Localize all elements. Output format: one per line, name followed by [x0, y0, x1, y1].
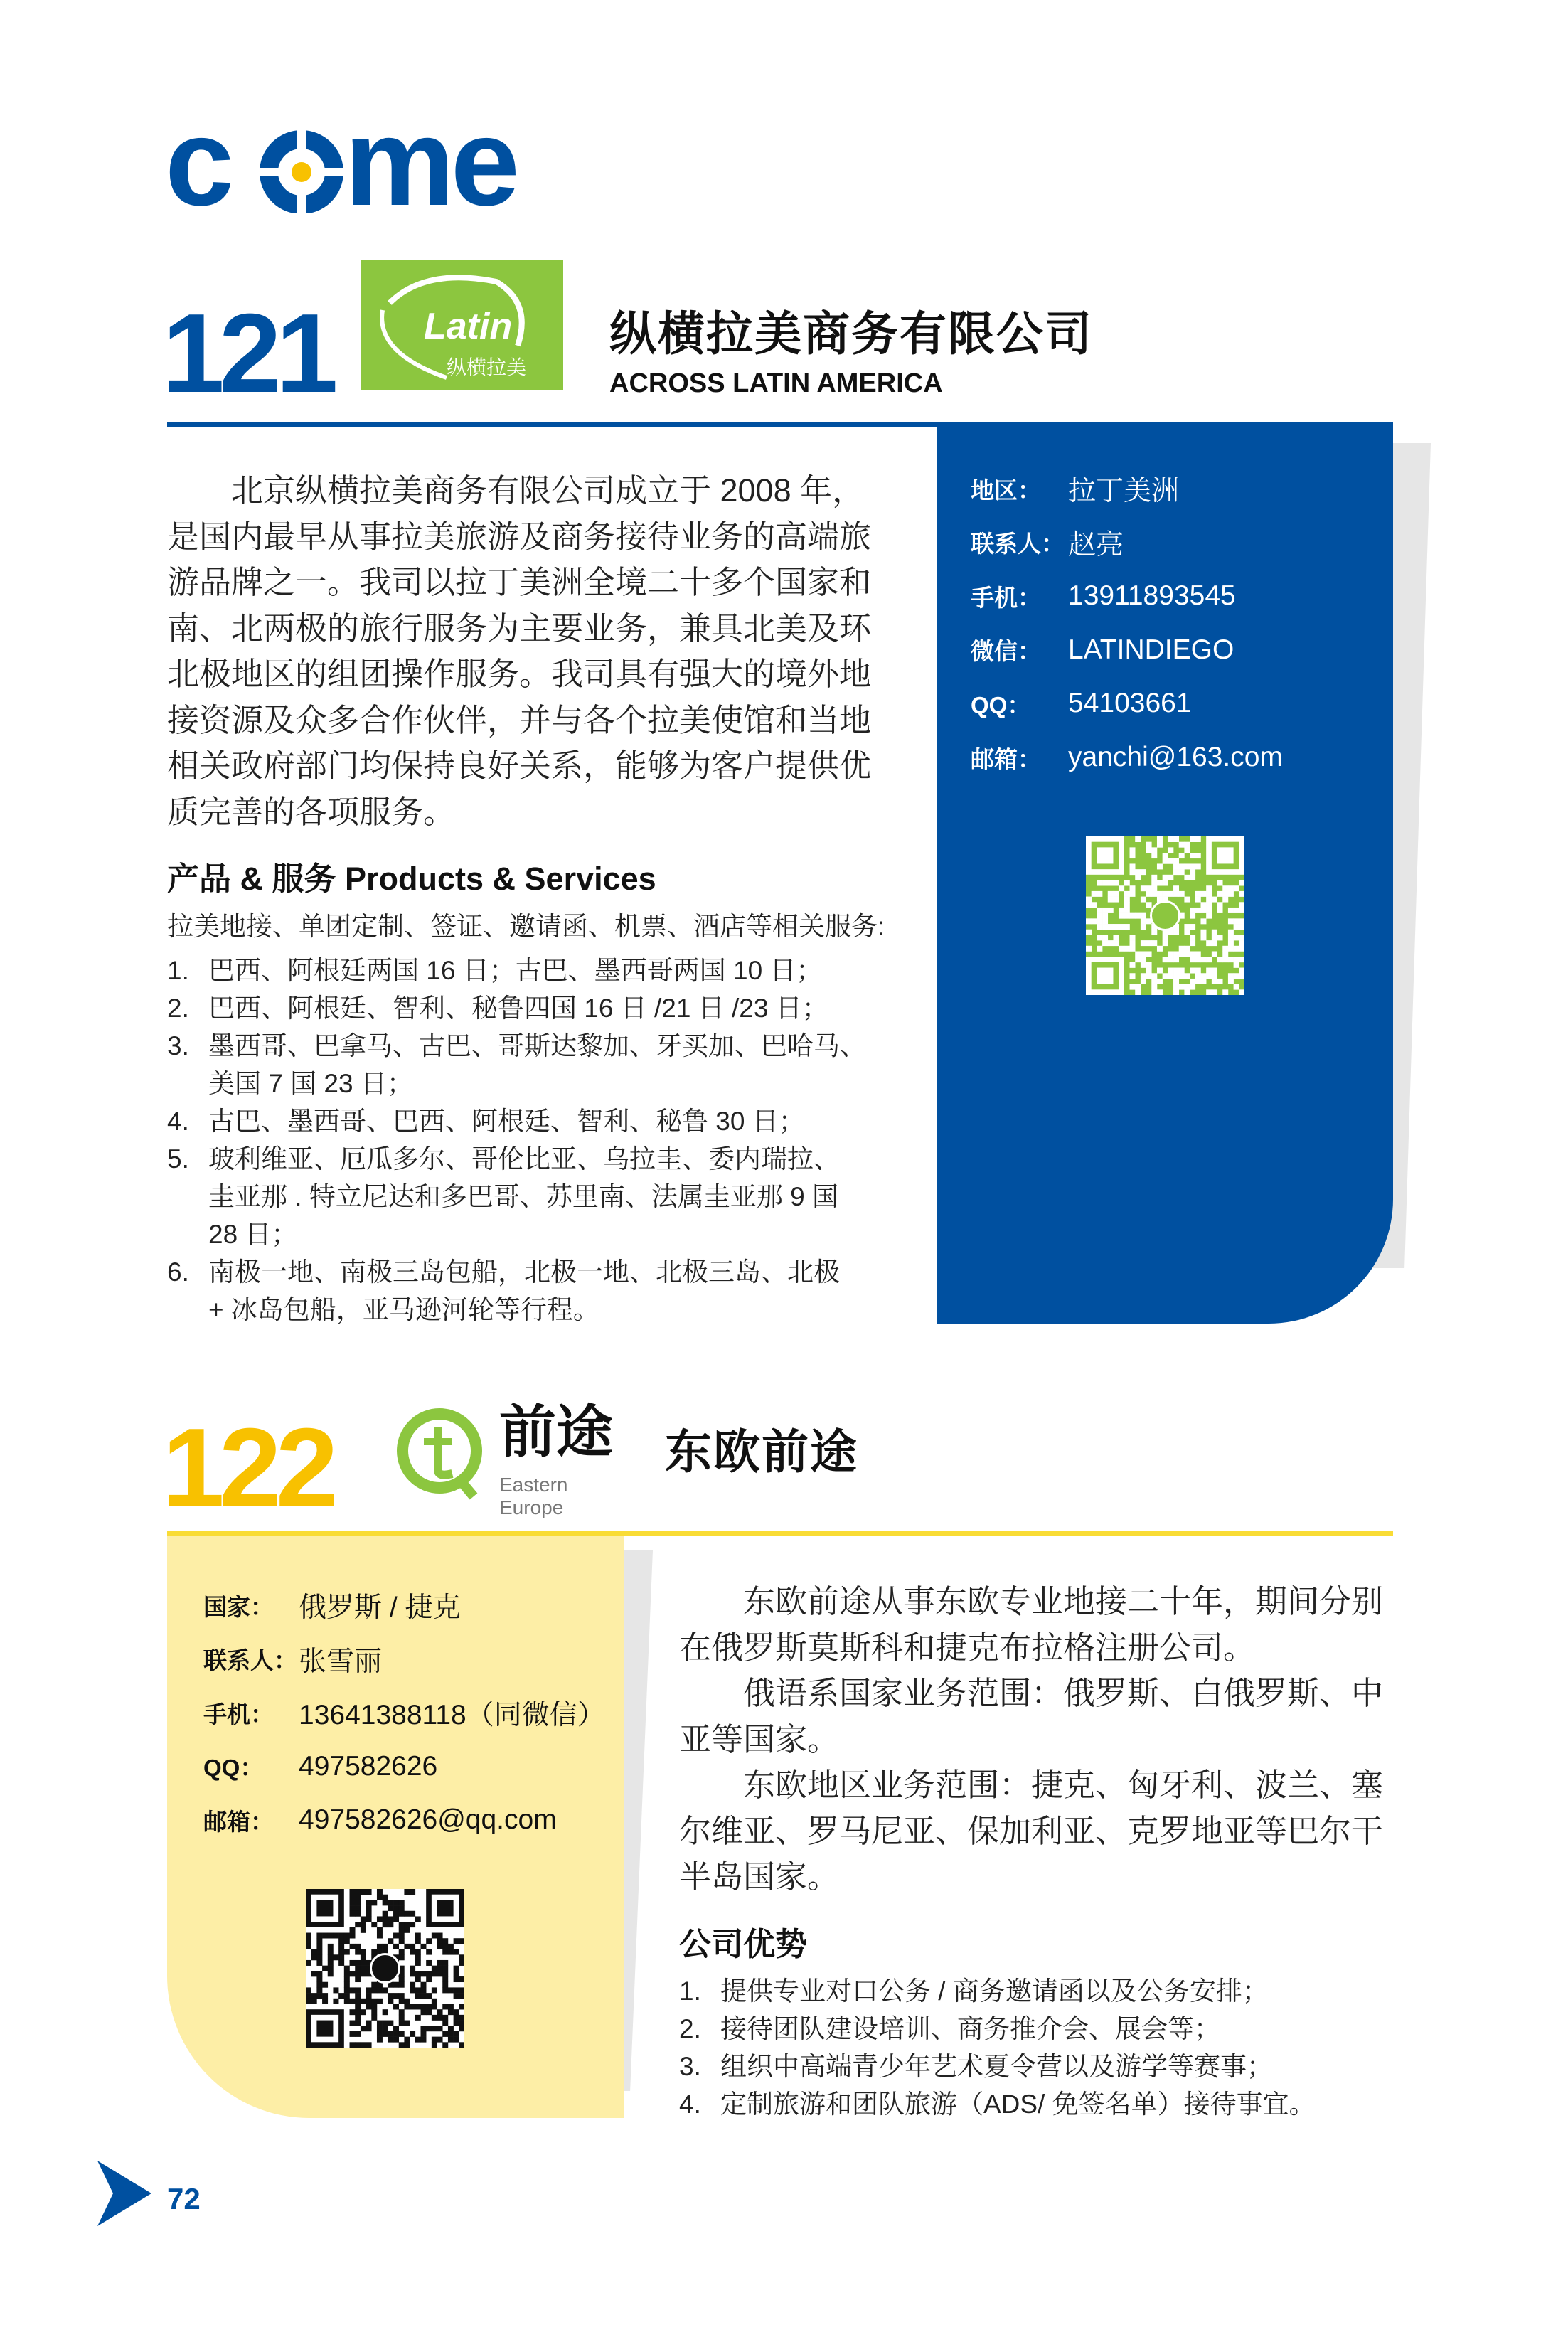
item-number: 1. — [167, 956, 189, 985]
come-logo — [165, 114, 563, 213]
item-number: 1. — [679, 1976, 701, 2006]
contact-label: 地区： — [971, 477, 1041, 504]
contact-label: 联系人： — [971, 531, 1065, 558]
product-item — [167, 1102, 866, 1140]
wechat-qr-code — [306, 1889, 464, 2048]
contact-label: QQ： — [971, 691, 1031, 718]
contact-value: 张雪丽 — [299, 1646, 383, 1677]
svg-text:纵横拉美: 纵横拉美 — [447, 356, 527, 379]
item-text: 定制旅游和团队旅游（ADS/ 免签名单）接待事宜。 — [720, 2090, 1316, 2119]
contact-row — [203, 1584, 630, 1627]
contact-label: 手机： — [971, 584, 1041, 611]
advantage-item — [679, 1972, 1316, 2010]
contact-row — [971, 736, 1397, 779]
contact-row — [971, 521, 1397, 564]
contact-row — [971, 629, 1397, 671]
contact-label: 邮箱： — [971, 745, 1041, 772]
entry-number-121: 121 — [162, 291, 333, 416]
logo-en: Eastern Europe — [499, 1474, 568, 1518]
description-line: 南、北两极的旅行服务为主要业务，兼具北美及环 — [167, 610, 872, 646]
company-description-121 — [167, 468, 871, 835]
item-line: 巴西、阿根廷两国 16 日；古巴、墨西哥两国 10 日； — [208, 956, 823, 985]
latin-logo — [361, 260, 563, 390]
item-number: 3. — [679, 2052, 701, 2081]
eastern-europe-logo — [395, 1400, 630, 1518]
product-item — [167, 1027, 866, 1102]
svg-text:c: c — [165, 114, 230, 213]
entry-number-122: 122 — [162, 1405, 333, 1531]
item-line: 古巴、墨西哥、巴西、阿根廷、智利、秘鲁 30 日； — [208, 1107, 805, 1136]
description-line: 游品牌之一。我司以拉丁美洲全境二十多个国家和 — [167, 564, 872, 600]
contact-row — [203, 1691, 630, 1734]
contact-value: 俄罗斯 / 捷克 — [299, 1592, 461, 1623]
advantages-heading: 公司优势 — [679, 1926, 808, 1962]
item-line: 巴西、阿根廷、智利、秘鲁四国 16 日 /21 日 /23 日； — [208, 994, 828, 1023]
description-line: 是国内最早从事拉美旅游及商务接待业务的高端旅 — [167, 518, 872, 555]
description-line: 尔维亚、罗马尼亚、保加利亚、克罗地亚等巴尔干 — [679, 1812, 1384, 1849]
item-line: 南极一地、南极三岛包船，北极一地、北极三岛、北极 — [208, 1257, 840, 1287]
page-arrow-icon — [97, 2161, 151, 2226]
description-line: 质完善的各项服务。 — [167, 793, 456, 830]
advantage-item — [679, 2085, 1316, 2123]
page-number: 72 — [167, 2182, 201, 2215]
description-line: 在俄罗斯莫斯科和捷克布拉格注册公司。 — [679, 1629, 1256, 1666]
advantages-list — [679, 1972, 1316, 2123]
company-description-122 — [679, 1579, 1383, 1900]
products-heading: 产品 & 服务 Products & Services — [167, 861, 656, 897]
contact-value: 拉丁美洲 — [1068, 476, 1180, 506]
item-text: 组织中高端青少年艺术夏令营以及游学等赛事； — [720, 2052, 1273, 2081]
item-number: 4. — [679, 2090, 701, 2119]
item-number: 5. — [167, 1144, 189, 1174]
item-text: 提供专业对口公务 / 商务邀请函以及公务安排； — [720, 1976, 1269, 2006]
description-line: 北极地区的组团操作服务。我司具有强大的境外地 — [167, 656, 872, 692]
item-line: 玻利维亚、厄瓜多尔、哥伦比亚、乌拉圭、委内瑞拉、 — [208, 1144, 840, 1174]
company-title-122: 东欧前途 — [665, 1425, 858, 1478]
contact-row — [971, 682, 1397, 725]
contact-label: 邮箱： — [203, 1808, 274, 1835]
item-line: 美国 7 国 23 日； — [208, 1069, 413, 1098]
contact-label: QQ： — [203, 1755, 264, 1782]
contact-label: 国家： — [203, 1593, 274, 1620]
product-item — [167, 952, 866, 989]
item-line: 28 日； — [208, 1220, 298, 1249]
svg-text:me: me — [344, 114, 516, 213]
item-number: 3. — [167, 1031, 189, 1060]
contact-row — [971, 575, 1397, 617]
item-number: 2. — [679, 2014, 701, 2043]
advantage-item — [679, 2048, 1316, 2085]
item-line: 圭亚那 . 特立尼达和多巴哥、苏里南、法属圭亚那 9 国 — [208, 1182, 838, 1211]
item-text: 接待团队建设培训、商务推介会、展会等； — [720, 2014, 1220, 2043]
description-line: 俄语系国家业务范围：俄罗斯、白俄罗斯、中 — [679, 1675, 1384, 1711]
product-item — [167, 1253, 866, 1329]
contact-row — [971, 467, 1397, 510]
item-number: 4. — [167, 1107, 189, 1136]
company-title-en: ACROSS LATIN AMERICA — [609, 368, 943, 398]
description-line: 东欧地区业务范围：捷克、匈牙利、波兰、塞 — [679, 1767, 1384, 1803]
item-line: 墨西哥、巴拿马、古巴、哥斯达黎加、牙买加、巴哈马、 — [208, 1031, 866, 1060]
advantage-item — [679, 2010, 1316, 2048]
description-line: 亚等国家。 — [679, 1720, 840, 1757]
item-number: 2. — [167, 994, 189, 1023]
products-list — [167, 952, 866, 1329]
contact-panel-122 — [167, 1536, 624, 2118]
contact-value: 赵亮 — [1068, 529, 1124, 560]
contact-value: yanchi@163.com — [1068, 742, 1283, 772]
contact-value: 497582626 — [299, 1750, 438, 1782]
description-line: 半岛国家。 — [679, 1858, 840, 1895]
products-intro: 拉美地接、单团定制、签证、邀请函、机票、酒店等相关服务: — [167, 912, 885, 941]
description-line: 东欧前途从事东欧专业地接二十年，期间分别 — [679, 1583, 1384, 1619]
product-item — [167, 989, 866, 1027]
wechat-qr-code — [1086, 836, 1244, 995]
logo-cn: 前途 — [499, 1400, 613, 1464]
item-line: + 冰岛包船，亚马逊河轮等行程。 — [208, 1295, 599, 1324]
contact-value: 54103661 — [1068, 688, 1192, 719]
svg-text:Latin: Latin — [424, 306, 513, 347]
description-line: 北京纵横拉美商务有限公司成立于 2008 年， — [167, 472, 865, 509]
product-item — [167, 1140, 866, 1253]
contact-row — [203, 1638, 630, 1681]
contact-panel-121 — [937, 427, 1393, 1324]
item-number: 6. — [167, 1257, 189, 1287]
contact-row — [203, 1745, 630, 1788]
contact-value: 497582626@qq.com — [299, 1804, 557, 1836]
description-line: 相关政府部门均保持良好关系，能够为客户提供优 — [167, 747, 872, 784]
company-title-cn: 纵横拉美商务有限公司 — [609, 307, 1093, 360]
contact-label: 微信： — [971, 638, 1041, 665]
contact-value: 13641388118（同微信） — [299, 1700, 605, 1731]
contact-label: 联系人： — [203, 1647, 297, 1674]
contact-value: LATINDIEGO — [1068, 634, 1234, 665]
description-line: 接资源及众多合作伙伴，并与各个拉美使馆和当地 — [167, 701, 872, 738]
contact-label: 手机： — [203, 1701, 274, 1728]
contact-row — [203, 1799, 630, 1841]
contact-value: 13911893545 — [1068, 580, 1236, 612]
